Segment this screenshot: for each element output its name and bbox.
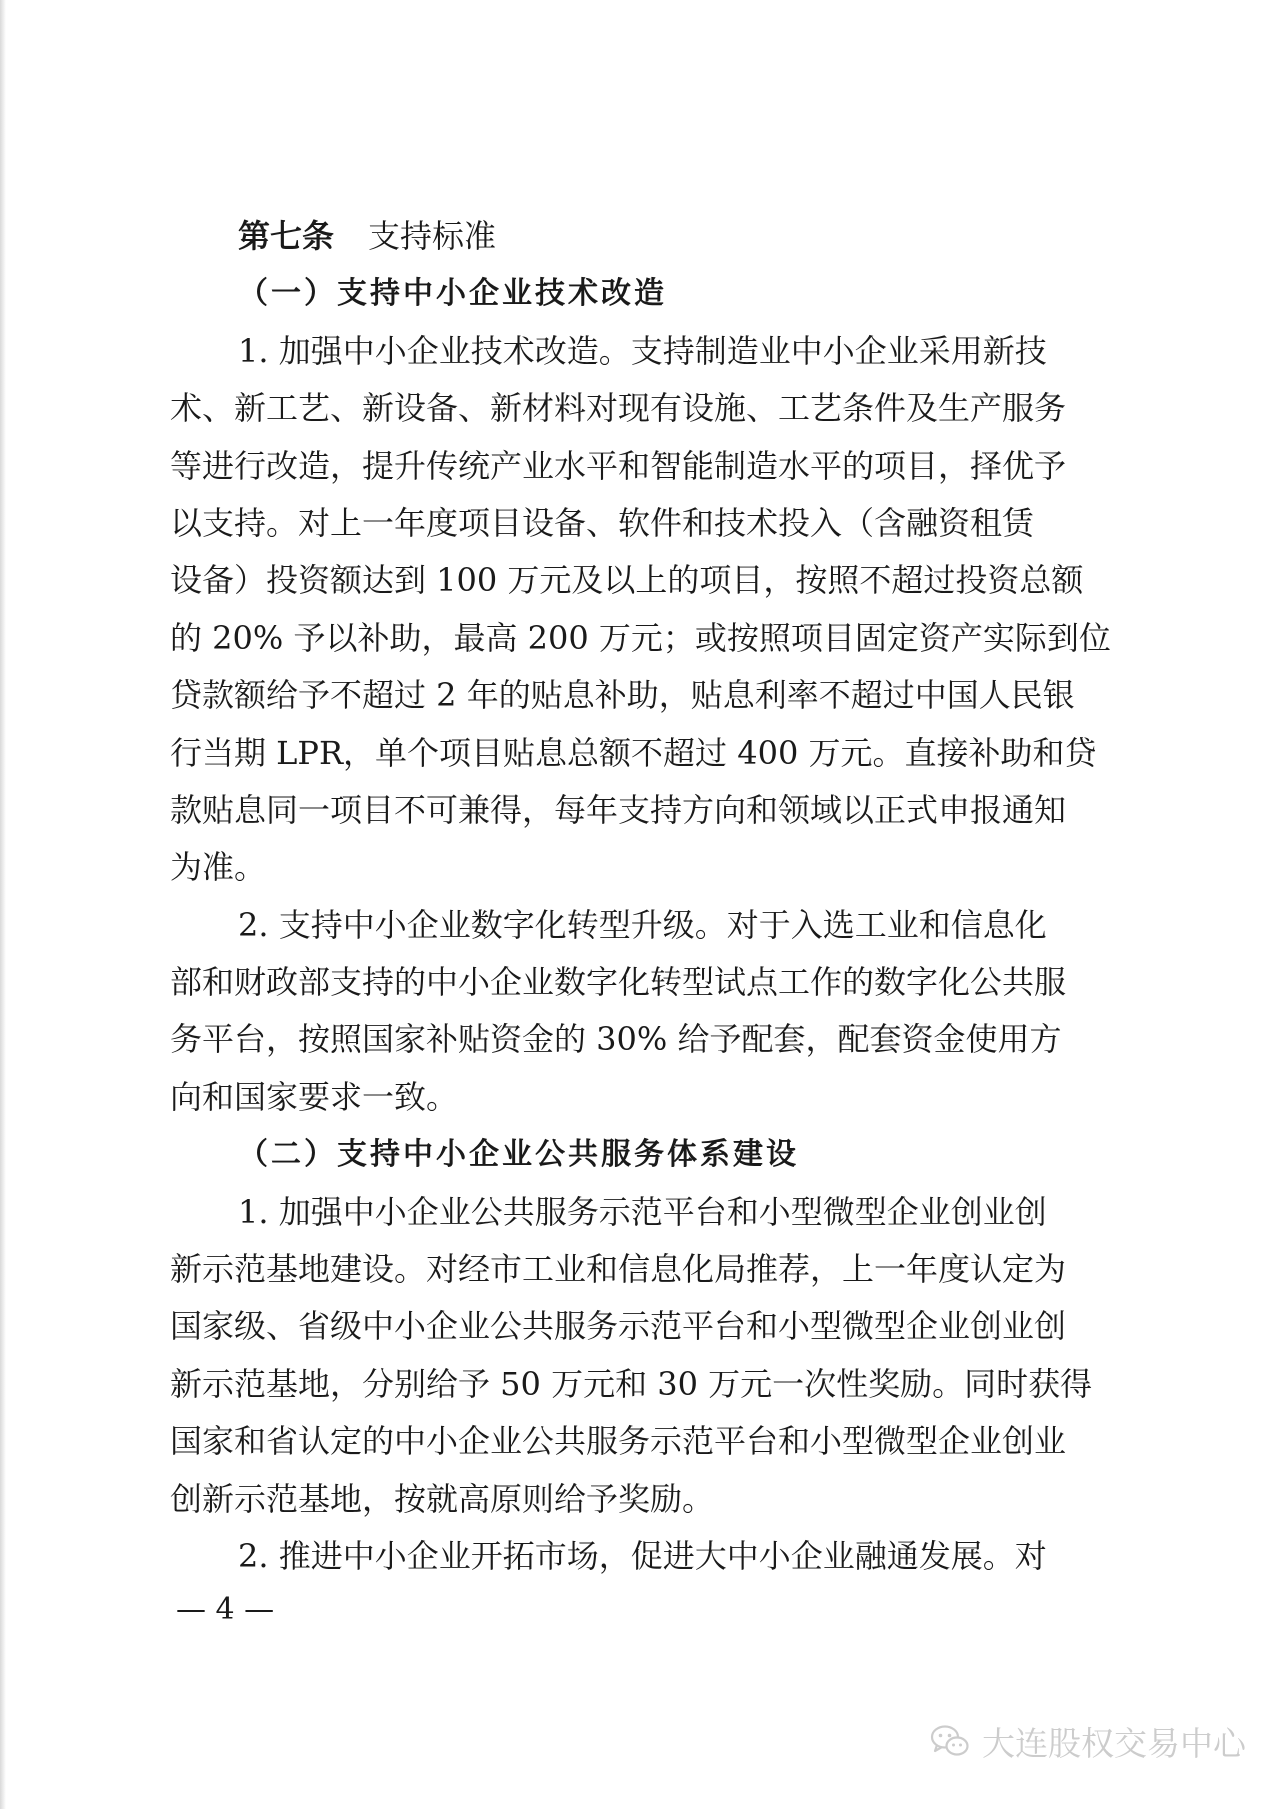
wechat-icon [930,1723,970,1759]
paragraph-line: 款贴息同一项目不可兼得，每年支持方向和领域以正式申报通知 [170,790,1067,829]
paragraph-line: 设备）投资额达到 100 万元及以上的项目，按照不超过投资总额 [170,561,1084,600]
paragraph-line: 向和国家要求一致。 [170,1077,459,1116]
paragraph-line: 国家级、省级中小企业公共服务示范平台和小型微型企业创业创 [170,1307,1067,1346]
paragraph-line: 1. 加强中小企业技术改造。支持制造业中小企业采用新技 [238,331,1047,370]
watermark [930,1714,1246,1768]
paragraph [170,1528,1110,1585]
article-number: 第七条 [238,217,335,255]
paragraph-line: 1. 加强中小企业公共服务示范平台和小型微型企业创业创 [238,1192,1047,1231]
paragraph-line: 新示范基地，分别给予 50 万元和 30 万元一次性奖励。同时获得 [170,1364,1093,1403]
section-heading: （一）支持中小企业技术改造 [238,276,667,312]
paragraph-line: 行当期 LPR，单个项目贴息总额不超过 400 万元。直接补助和贷 [170,733,1097,772]
paragraph-line: 新示范基地建设。对经市工业和信息化局推荐，上一年度认定为 [170,1250,1067,1289]
paragraph-line: 2. 支持中小企业数字化转型升级。对于入选工业和信息化 [238,905,1047,944]
paragraph-line: 的 20% 予以补助，最高 200 万元；或按照项目固定资产实际到位 [170,618,1111,657]
paragraph-line: 以支持。对上一年度项目设备、软件和技术投入（含融资租赁 [170,503,1035,542]
paragraph-line: 部和财政部支持的中小企业数字化转型试点工作的数字化公共服 [170,963,1067,1002]
paragraph-line: 贷款额给予不超过 2 年的贴息补助，贴息利率不超过中国人民银 [170,676,1075,715]
paragraph [170,1184,1110,1528]
article-body [170,208,1110,1585]
paragraph-line: 创新示范基地，按就高原则给予奖励。 [170,1479,715,1518]
article-title: 支持标准 [368,217,497,255]
article-heading [170,208,1110,265]
paragraph-line: 为准。 [170,848,267,887]
paragraph-line: 2. 推进中小企业开拓市场，促进大中小企业融通发展。对 [238,1536,1047,1575]
page-number: — 4 — [176,1592,275,1627]
paragraph [170,897,1110,1127]
paragraph-line: 国家和省认定的中小企业公共服务示范平台和小型微型企业创业 [170,1422,1067,1461]
section-heading: （二）支持中小企业公共服务体系建设 [238,1137,799,1173]
paragraph [170,323,1110,897]
scan-edge-shadow [0,0,6,1809]
paragraph-line: 术、新工艺、新设备、新材料对现有设施、工艺条件及生产服务 [170,389,1067,428]
paragraph-line: 等进行改造，提升传统产业水平和智能制造水平的项目，择优予 [170,446,1067,485]
paragraph-line: 务平台，按照国家补贴资金的 30% 给予配套，配套资金使用方 [170,1020,1062,1059]
watermark-text: 大连股权交易中心 [982,1723,1246,1763]
